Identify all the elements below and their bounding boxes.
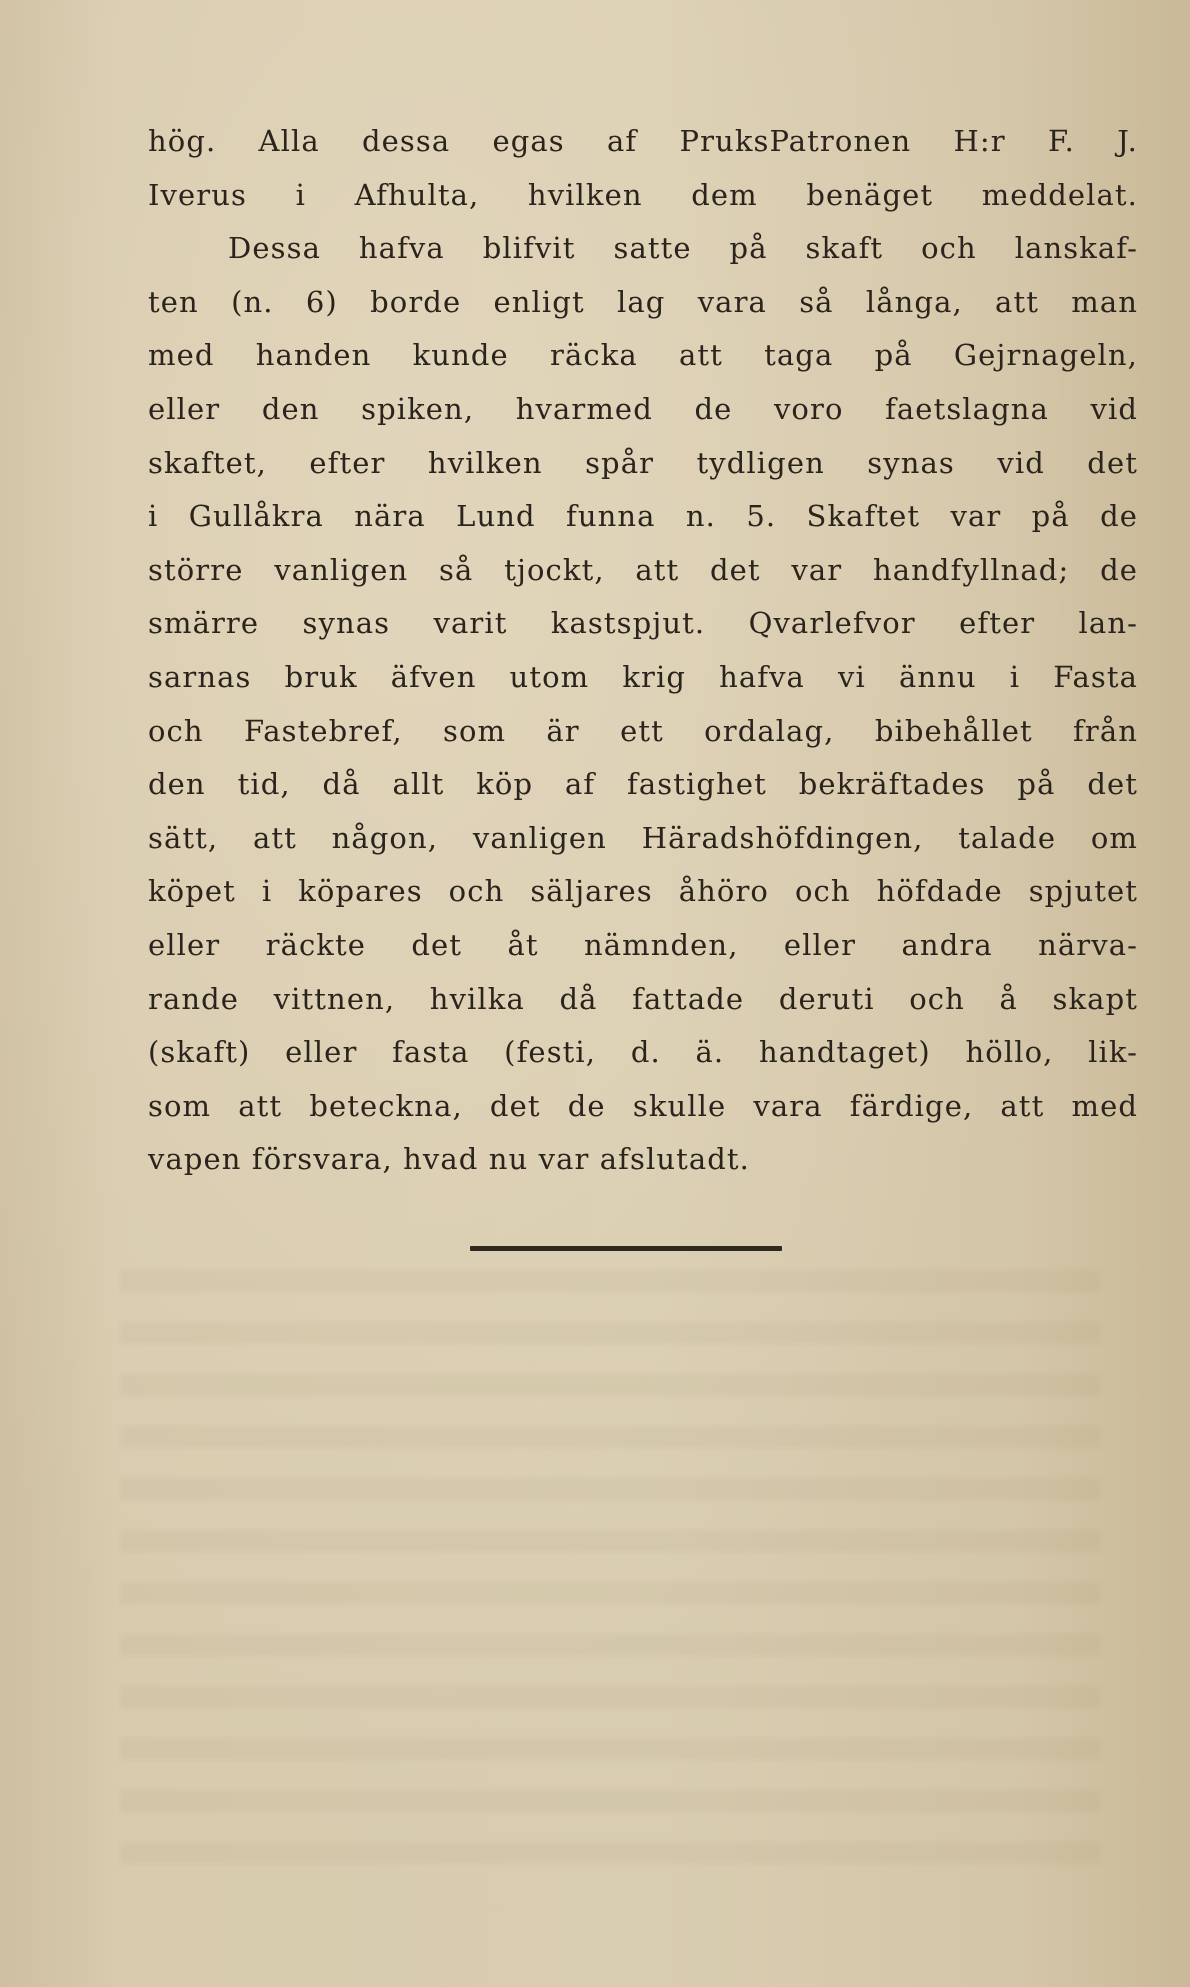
text-line: Iverus i Afhulta, hvilken dem benäget meddelat. (148, 177, 1138, 212)
text-line: (skaft) eller fasta (festi, d. ä. handtaget) höllo, lik- (148, 1035, 1138, 1070)
section-divider (470, 1246, 782, 1251)
text-line: rande vittnen, hvilka då fattade deruti och å skapt (148, 981, 1138, 1016)
text-line: skaftet, efter hvilken spår tydligen synas vid det (148, 445, 1138, 480)
text-line: köpet i köpares och säljares åhöro och höfdade spjutet (148, 874, 1138, 909)
text-line: hög. Alla dessa egas af PruksPatronen H:r F. J. (148, 124, 1138, 158)
text-line: smärre synas varit kastspjut. Qvarlefvor efter lan- (148, 606, 1138, 641)
text-line: vapen försvara, hvad nu var afslutadt. (148, 1142, 750, 1177)
text-line: i Gullåkra nära Lund funna n. 5. Skaftet var på de (148, 499, 1138, 534)
text-line: Dessa hafva blifvit satte på skaft och lanskaf- (228, 231, 1138, 266)
text-line: eller räckte det åt nämnden, eller andra närva- (148, 927, 1138, 962)
text-line: den tid, då allt köp af fastighet bekräftades på det (148, 767, 1138, 802)
text-line: med handen kunde räcka att taga på Gejrnageln, (148, 338, 1138, 373)
text-line: och Fastebref, som är ett ordalag, bibehållet från (148, 713, 1138, 748)
text-line: sätt, att någon, vanligen Häradshöfdingen, talade om (148, 820, 1138, 855)
text-line: som att beteckna, det de skulle vara färdige, att med (148, 1088, 1138, 1123)
text-line: större vanligen så tjockt, att det var handfyllnad; de (148, 552, 1138, 587)
body-text (148, 115, 1138, 1187)
text-line: eller den spiken, hvarmed de voro faetslagna vid (148, 391, 1138, 426)
text-line: ten (n. 6) borde enligt lag vara så långa, att man (148, 284, 1138, 319)
text-line: sarnas bruk äfven utom krig hafva vi ännu i Fasta (148, 659, 1138, 694)
bleed-through-text (120, 1270, 1100, 1890)
